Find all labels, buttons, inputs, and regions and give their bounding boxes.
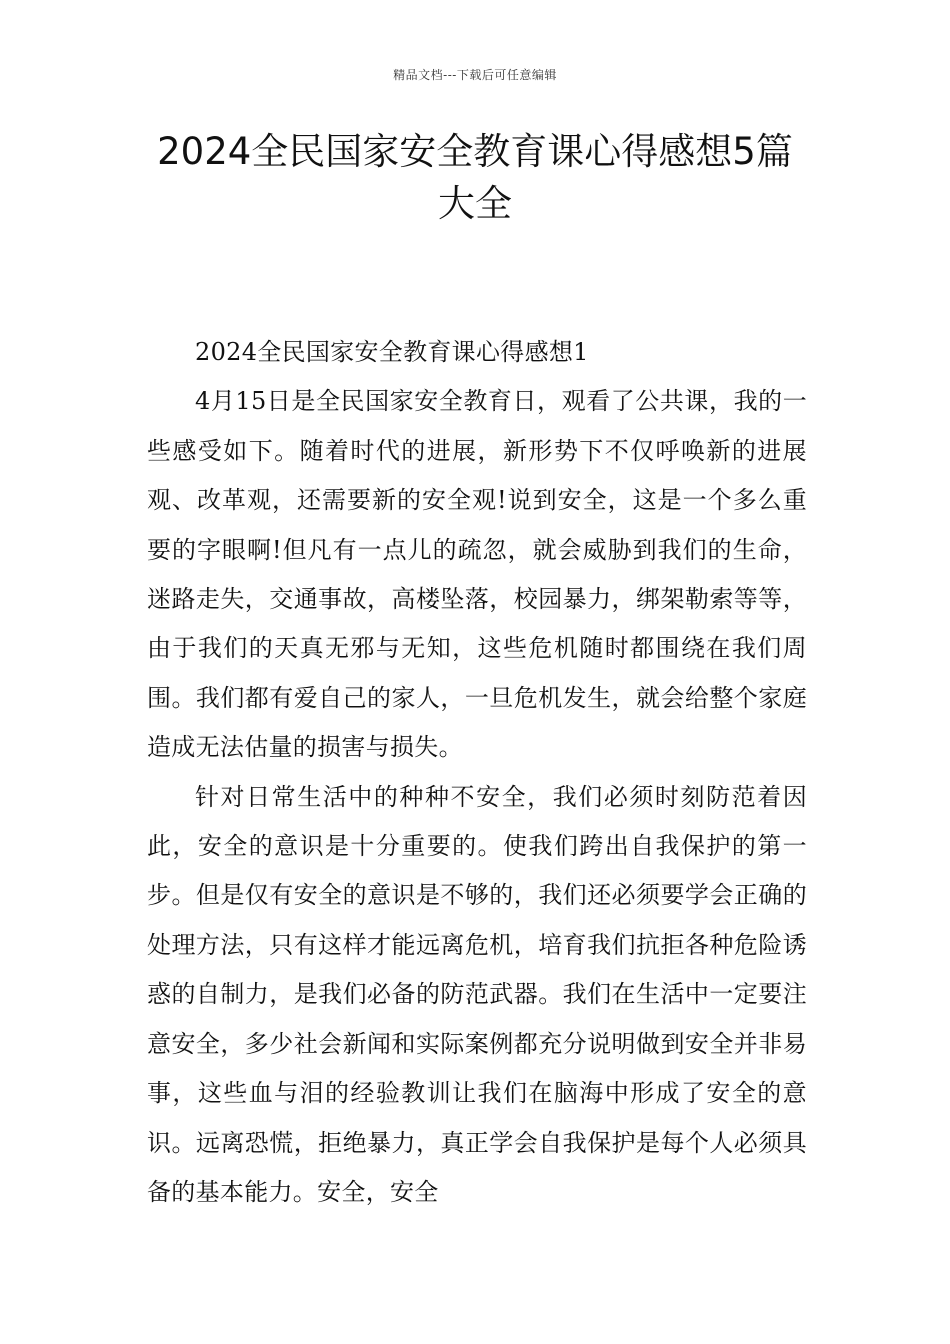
document-title: 2024全民国家安全教育课心得感想5篇大全 (157, 130, 793, 225)
header-note: 精品文档---下载后可任意编辑 (393, 68, 557, 82)
paragraph-1: 4月15日是全民国家安全教育日，观看了公共课，我的一些感受如下。随着时代的进展，新形势下不仅呼唤新的进展观、改革观，还需要新的安全观!说到安全，这是一个多么重要的字眼啊!但凡有一点儿的疏忽，就会威胁到我们的生命，迷路走失，交通事故，高楼坠落，校园暴力，绑架勒索等等，由于我们的天真无邪与无知，这些危机随时都围绕在我们周围。我们都有爱自己的家人，一旦危机发生，就会给整个家庭造成无法估量的损害与损失。 (147, 387, 807, 762)
paragraph-2: 针对日常生活中的种种不安全，我们必须时刻防范着因此，安全的意识是十分重要的。使我们跨出自我保护的第一步。但是仅有安全的意识是不够的，我们还必须要学会正确的处理方法，只有这样才能远离危机，培育我们抗拒各种危险诱惑的自制力，是我们必备的防范武器。我们在生活中一定要注意安全，多少社会新闻和实际案例都充分说明做到安全并非易事，这些血与泪的经验教训让我们在脑海中形成了安全的意识。远离恐慌，拒绝暴力，真正学会自我保护是每个人必须具备的基本能力。安全，安全 (147, 782, 807, 1206)
document-body (147, 328, 807, 1217)
section-heading: 2024全民国家安全教育课心得感想1 (195, 338, 589, 366)
